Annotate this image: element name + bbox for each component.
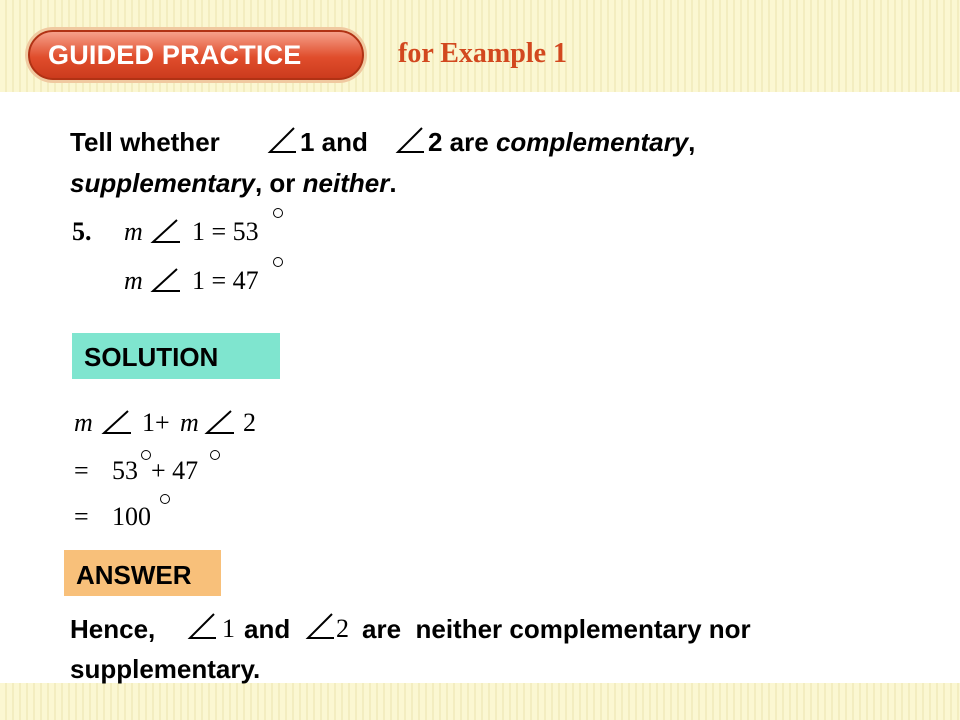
measure-value-1: 1 = 53 xyxy=(192,217,259,246)
angle-symbol-icon xyxy=(304,612,336,642)
answer-conclusion: are neither complementary nor xyxy=(362,614,751,644)
term-complementary: complementary xyxy=(495,127,689,157)
solution-total: 100 xyxy=(112,502,151,531)
solution-equals: = xyxy=(74,502,89,531)
bottom-band xyxy=(0,683,960,720)
solution-angle1: 1+ xyxy=(142,408,170,437)
measure-m: m xyxy=(124,266,143,295)
example-reference: for Example 1 xyxy=(398,38,568,69)
degree-icon xyxy=(160,494,170,504)
angle-symbol-icon xyxy=(150,218,182,246)
degree-icon xyxy=(273,257,283,267)
solution-angle2: 2 xyxy=(243,408,256,437)
problem-number: 5. xyxy=(72,217,92,246)
angle1-text: 1 and xyxy=(300,127,368,157)
measure-m: m xyxy=(124,217,143,246)
solution-label: SOLUTION xyxy=(72,333,280,379)
question-intro: Tell whether xyxy=(70,127,220,157)
measure-value-2: 1 = 47 xyxy=(192,266,259,295)
angle-symbol-icon xyxy=(204,409,236,437)
angle-symbol-icon xyxy=(150,267,182,295)
solution-value-53: 53 xyxy=(112,456,138,485)
term-supplementary: supplementary xyxy=(70,168,255,198)
degree-icon xyxy=(210,450,220,460)
answer-angle2: 2 xyxy=(336,614,349,643)
answer-hence: Hence, xyxy=(70,614,156,644)
angle2-text: 2 are complementary, xyxy=(428,127,696,157)
solution-m2: m xyxy=(180,408,199,437)
answer-line2: supplementary. xyxy=(70,654,261,684)
question-text xyxy=(70,127,220,157)
answer-label: ANSWER xyxy=(64,550,221,596)
angle-symbol-icon xyxy=(186,612,218,642)
answer-and: and xyxy=(244,614,291,644)
solution-value-47: + 47 xyxy=(151,456,199,485)
degree-icon xyxy=(141,450,151,460)
term-neither: neither xyxy=(302,168,390,198)
answer-angle1: 1 xyxy=(222,614,235,643)
degree-icon xyxy=(273,208,283,218)
solution-equals: = xyxy=(74,456,89,485)
angle-symbol-icon xyxy=(101,409,133,437)
angle-symbol-icon xyxy=(266,126,298,156)
angle-symbol-icon xyxy=(394,126,426,156)
banner-label: GUIDED PRACTICE xyxy=(48,40,302,70)
question-line2: supplementary, or neither. xyxy=(70,168,397,198)
solution-m1: m xyxy=(74,408,93,437)
